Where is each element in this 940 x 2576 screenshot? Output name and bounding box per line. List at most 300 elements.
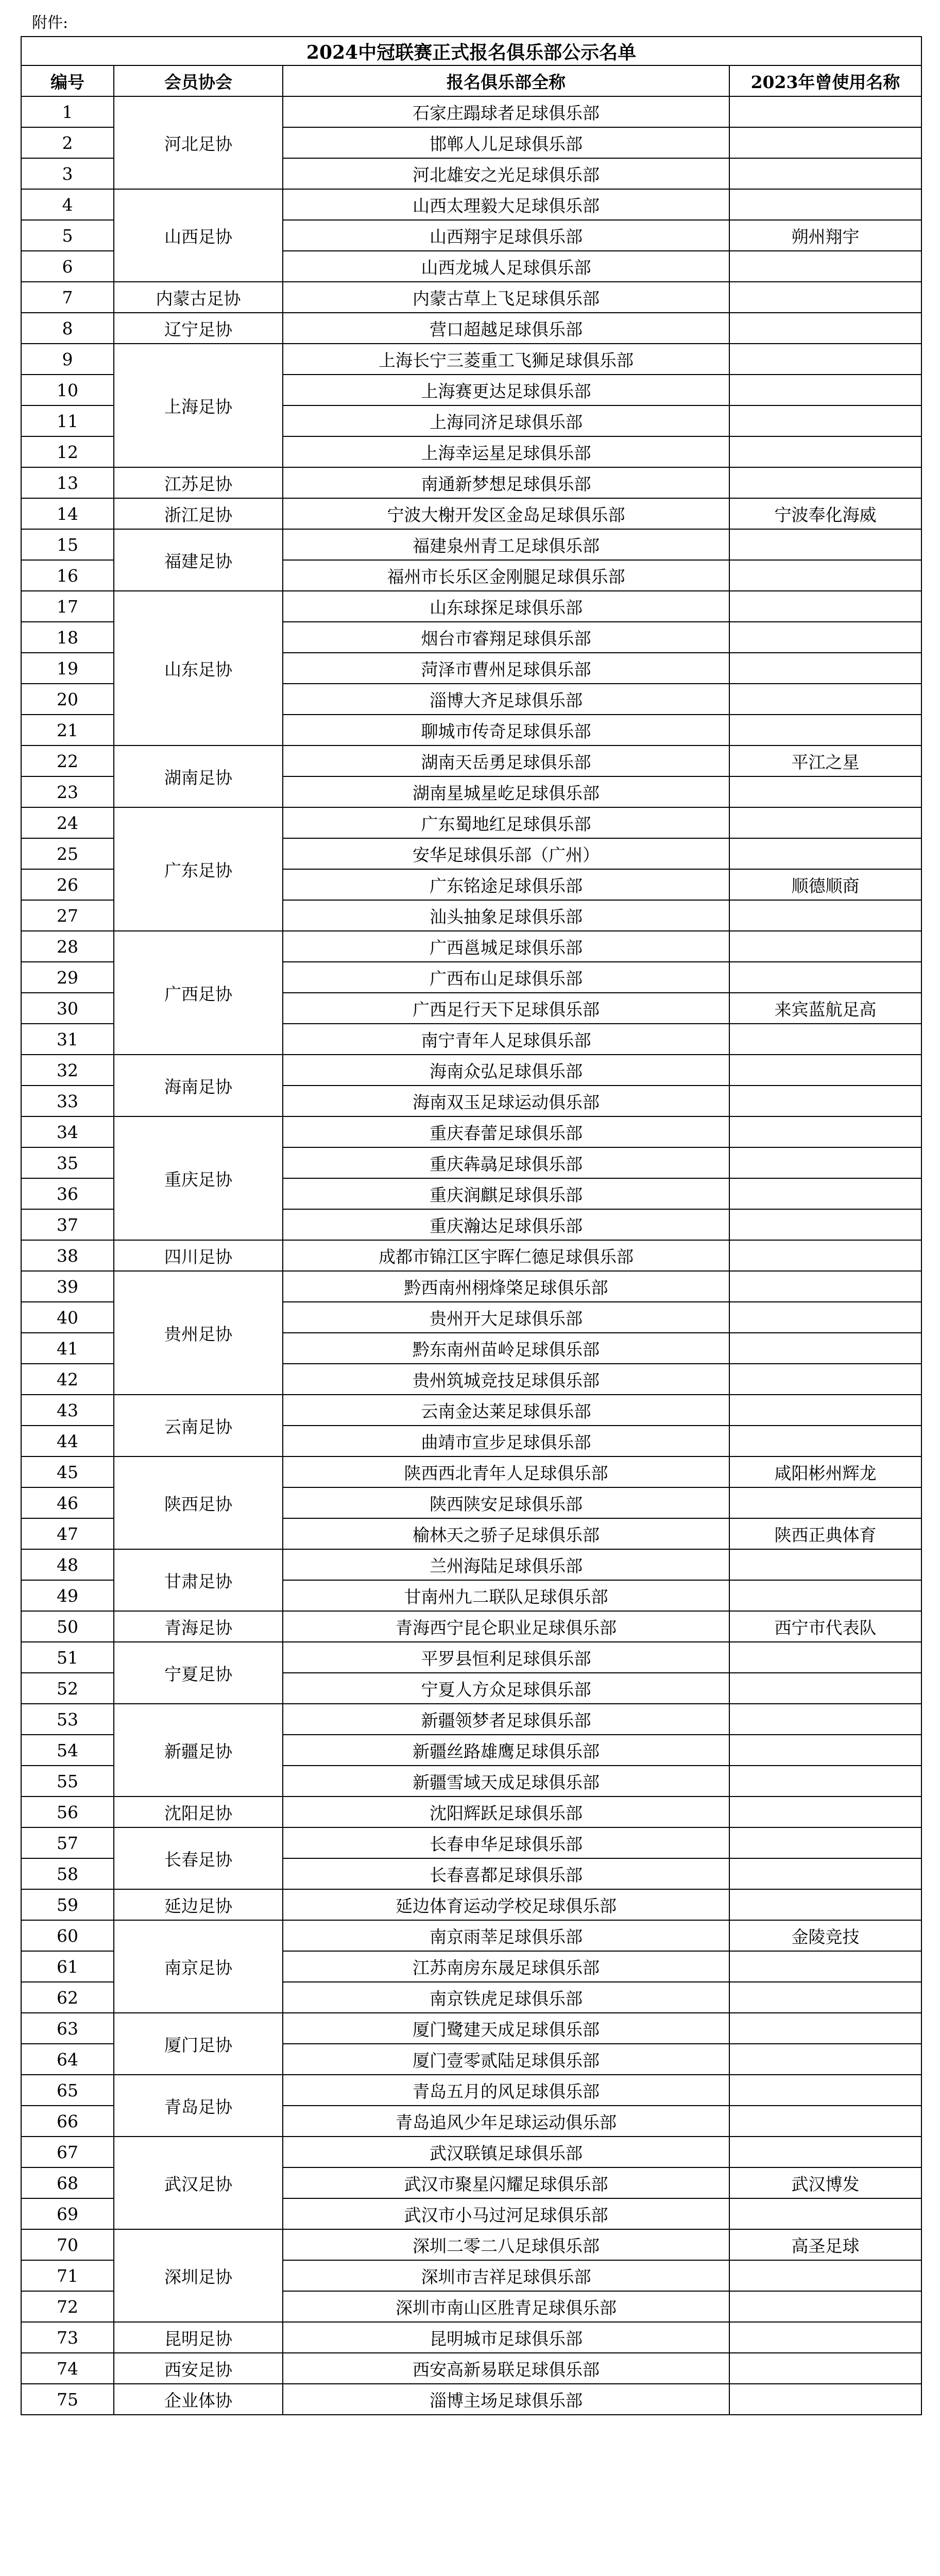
cell-prev-name [729,807,921,838]
cell-number: 25 [21,838,114,869]
cell-club-name: 重庆春蕾足球俱乐部 [283,1116,729,1147]
cell-number: 66 [21,2106,114,2137]
cell-association: 广西足协 [114,931,283,1055]
cell-club-name: 上海幸运星足球俱乐部 [283,436,729,467]
cell-prev-name [729,1426,921,1456]
annex-label: 附件: [32,14,69,32]
cell-club-name: 深圳二零二八足球俱乐部 [283,2229,729,2260]
cell-prev-name [729,838,921,869]
cell-number: 64 [21,2044,114,2075]
cell-association: 青海足协 [114,1611,283,1642]
table-row [21,1642,921,1673]
table-row [21,1704,921,1735]
cell-prev-name [729,1147,921,1178]
header-no: 编号 [21,65,114,96]
cell-prev-name [729,1209,921,1240]
table-body [21,96,921,2415]
cell-number: 46 [21,1487,114,1518]
cell-club-name: 上海同济足球俱乐部 [283,405,729,436]
cell-club-name: 聊城市传奇足球俱乐部 [283,715,729,745]
cell-club-name: 菏泽市曹州足球俱乐部 [283,653,729,684]
cell-club-name: 营口超越足球俱乐部 [283,313,729,344]
cell-prev-name [729,1735,921,1766]
cell-club-name: 广西足行天下足球俱乐部 [283,993,729,1024]
cell-club-name: 青岛追风少年足球运动俱乐部 [283,2106,729,2137]
cell-prev-name [729,1673,921,1704]
cell-club-name: 江苏南房东晟足球俱乐部 [283,1951,729,1982]
cell-prev-name: 平江之星 [729,745,921,776]
cell-club-name: 宁波大榭开发区金岛足球俱乐部 [283,498,729,529]
cell-club-name: 上海赛更达足球俱乐部 [283,375,729,405]
cell-number: 6 [21,251,114,282]
cell-prev-name [729,2013,921,2044]
cell-prev-name: 咸阳彬州辉龙 [729,1456,921,1487]
cell-number: 63 [21,2013,114,2044]
table-row [21,189,921,220]
cell-prev-name [729,1178,921,1209]
cell-number: 75 [21,2384,114,2415]
cell-prev-name [729,1116,921,1147]
cell-number: 8 [21,313,114,344]
cell-prev-name [729,2198,921,2229]
cell-club-name: 海南双玉足球运动俱乐部 [283,1086,729,1116]
cell-prev-name [729,189,921,220]
cell-number: 11 [21,405,114,436]
cell-number: 12 [21,436,114,467]
cell-number: 60 [21,1920,114,1951]
cell-prev-name [729,405,921,436]
cell-prev-name [729,158,921,189]
table-title: 2024中冠联赛正式报名俱乐部公示名单 [21,37,921,65]
cell-number: 4 [21,189,114,220]
table-row [21,1797,921,1827]
cell-prev-name [729,2075,921,2106]
table-row [21,2229,921,2260]
table-row [21,1456,921,1487]
cell-number: 1 [21,96,114,127]
cell-prev-name [729,375,921,405]
cell-club-name: 南通新梦想足球俱乐部 [283,467,729,498]
cell-number: 56 [21,1797,114,1827]
cell-club-name: 厦门壹零贰陆足球俱乐部 [283,2044,729,2075]
cell-number: 44 [21,1426,114,1456]
cell-club-name: 海南众弘足球俱乐部 [283,1055,729,1086]
cell-number: 31 [21,1024,114,1055]
table-row [21,1889,921,1920]
cell-club-name: 曲靖市宣步足球俱乐部 [283,1426,729,1456]
cell-association: 云南足协 [114,1395,283,1456]
cell-prev-name [729,282,921,313]
cell-prev-name [729,1240,921,1271]
cell-prev-name [729,2322,921,2353]
header-club: 报名俱乐部全称 [283,65,729,96]
cell-club-name: 广东铭途足球俱乐部 [283,869,729,900]
cell-number: 72 [21,2291,114,2322]
cell-prev-name [729,1642,921,1673]
cell-number: 52 [21,1673,114,1704]
cell-number: 32 [21,1055,114,1086]
cell-number: 5 [21,220,114,251]
cell-club-name: 陕西西北青年人足球俱乐部 [283,1456,729,1487]
cell-prev-name [729,2291,921,2322]
cell-prev-name: 武汉博发 [729,2167,921,2198]
cell-prev-name: 朔州翔宇 [729,220,921,251]
cell-prev-name: 金陵竞技 [729,1920,921,1951]
table-row [21,2013,921,2044]
cell-number: 24 [21,807,114,838]
cell-club-name: 青海西宁昆仑职业足球俱乐部 [283,1611,729,1642]
table-row [21,1920,921,1951]
cell-association: 湖南足协 [114,745,283,807]
table-row [21,1116,921,1147]
cell-club-name: 烟台市睿翔足球俱乐部 [283,622,729,653]
cell-prev-name [729,1302,921,1333]
cell-club-name: 延边体育运动学校足球俱乐部 [283,1889,729,1920]
cell-club-name: 兰州海陆足球俱乐部 [283,1549,729,1580]
cell-prev-name [729,591,921,622]
cell-prev-name [729,344,921,375]
cell-prev-name [729,715,921,745]
cell-number: 58 [21,1858,114,1889]
cell-number: 15 [21,529,114,560]
cell-number: 26 [21,869,114,900]
club-registration-table [21,36,922,2415]
cell-prev-name [729,560,921,591]
table-row [21,1611,921,1642]
cell-number: 61 [21,1951,114,1982]
table-row [21,931,921,962]
cell-association: 福建足协 [114,529,283,591]
cell-prev-name [729,1364,921,1395]
cell-association: 山东足协 [114,591,283,745]
cell-club-name: 山西龙城人足球俱乐部 [283,251,729,282]
table-row [21,344,921,375]
cell-prev-name [729,1889,921,1920]
cell-association: 重庆足协 [114,1116,283,1240]
cell-club-name: 昆明城市足球俱乐部 [283,2322,729,2353]
cell-number: 48 [21,1549,114,1580]
cell-club-name: 甘南州九二联队足球俱乐部 [283,1580,729,1611]
cell-association: 辽宁足协 [114,313,283,344]
cell-club-name: 南宁青年人足球俱乐部 [283,1024,729,1055]
cell-prev-name [729,1982,921,2013]
cell-association: 江苏足协 [114,467,283,498]
table-row [21,282,921,313]
table-row [21,2322,921,2353]
cell-number: 71 [21,2260,114,2291]
cell-club-name: 淄博主场足球俱乐部 [283,2384,729,2415]
table-row [21,2353,921,2384]
cell-prev-name [729,1951,921,1982]
cell-number: 74 [21,2353,114,2384]
cell-number: 19 [21,653,114,684]
cell-prev-name [729,622,921,653]
cell-prev-name [729,684,921,715]
cell-number: 28 [21,931,114,962]
table-row [21,1827,921,1858]
cell-prev-name: 西宁市代表队 [729,1611,921,1642]
cell-prev-name [729,1549,921,1580]
cell-association: 海南足协 [114,1055,283,1116]
cell-association: 武汉足协 [114,2137,283,2229]
cell-number: 50 [21,1611,114,1642]
cell-number: 69 [21,2198,114,2229]
cell-number: 17 [21,591,114,622]
cell-prev-name [729,1333,921,1364]
cell-club-name: 山东球探足球俱乐部 [283,591,729,622]
cell-club-name: 福州市长乐区金刚腿足球俱乐部 [283,560,729,591]
cell-club-name: 沈阳辉跃足球俱乐部 [283,1797,729,1827]
cell-number: 30 [21,993,114,1024]
cell-association: 新疆足协 [114,1704,283,1797]
cell-club-name: 宁夏人方众足球俱乐部 [283,1673,729,1704]
cell-prev-name [729,1704,921,1735]
cell-number: 41 [21,1333,114,1364]
cell-number: 14 [21,498,114,529]
cell-number: 22 [21,745,114,776]
cell-prev-name [729,962,921,993]
cell-association: 河北足协 [114,96,283,189]
table-row [21,529,921,560]
header-association: 会员协会 [114,65,283,96]
cell-association: 浙江足协 [114,498,283,529]
table-row [21,1240,921,1271]
cell-association: 上海足协 [114,344,283,467]
cell-prev-name [729,1487,921,1518]
cell-number: 38 [21,1240,114,1271]
cell-number: 23 [21,776,114,807]
cell-prev-name [729,1766,921,1797]
cell-number: 47 [21,1518,114,1549]
cell-prev-name [729,2260,921,2291]
table-row [21,2384,921,2415]
cell-association: 深圳足协 [114,2229,283,2322]
cell-number: 49 [21,1580,114,1611]
cell-number: 53 [21,1704,114,1735]
cell-club-name: 山西太理毅大足球俱乐部 [283,189,729,220]
table-row [21,96,921,127]
cell-association: 沈阳足协 [114,1797,283,1827]
cell-club-name: 南京铁虎足球俱乐部 [283,1982,729,2013]
header-prev-name: 2023年曾使用名称 [729,65,921,96]
cell-association: 贵州足协 [114,1271,283,1395]
cell-association: 广东足协 [114,807,283,931]
cell-prev-name [729,1580,921,1611]
cell-number: 21 [21,715,114,745]
cell-number: 29 [21,962,114,993]
cell-prev-name [729,251,921,282]
cell-prev-name [729,529,921,560]
cell-association: 内蒙古足协 [114,282,283,313]
cell-prev-name [729,1797,921,1827]
cell-club-name: 武汉市小马过河足球俱乐部 [283,2198,729,2229]
cell-number: 54 [21,1735,114,1766]
cell-club-name: 深圳市南山区胜青足球俱乐部 [283,2291,729,2322]
cell-number: 34 [21,1116,114,1147]
cell-association: 企业体协 [114,2384,283,2415]
cell-club-name: 广东蜀地红足球俱乐部 [283,807,729,838]
cell-prev-name [729,776,921,807]
cell-club-name: 上海长宁三菱重工飞狮足球俱乐部 [283,344,729,375]
cell-number: 45 [21,1456,114,1487]
cell-prev-name [729,1858,921,1889]
cell-club-name: 武汉联镇足球俱乐部 [283,2137,729,2167]
cell-club-name: 新疆领梦者足球俱乐部 [283,1704,729,1735]
cell-prev-name [729,1271,921,1302]
table-row [21,1395,921,1426]
cell-number: 40 [21,1302,114,1333]
cell-association: 南京足协 [114,1920,283,2013]
cell-association: 宁夏足协 [114,1642,283,1704]
table-row [21,1271,921,1302]
cell-club-name: 邯郸人儿足球俱乐部 [283,127,729,158]
cell-number: 51 [21,1642,114,1673]
table-row [21,467,921,498]
cell-club-name: 河北雄安之光足球俱乐部 [283,158,729,189]
table-title-row [21,37,921,65]
cell-number: 42 [21,1364,114,1395]
cell-prev-name [729,96,921,127]
cell-prev-name: 顺德顺商 [729,869,921,900]
cell-club-name: 新疆丝路雄鹰足球俱乐部 [283,1735,729,1766]
table-row [21,1055,921,1086]
cell-club-name: 长春申华足球俱乐部 [283,1827,729,1858]
cell-club-name: 内蒙古草上飞足球俱乐部 [283,282,729,313]
cell-association: 昆明足协 [114,2322,283,2353]
cell-number: 55 [21,1766,114,1797]
cell-club-name: 湖南天岳勇足球俱乐部 [283,745,729,776]
cell-association: 长春足协 [114,1827,283,1889]
cell-club-name: 成都市锦江区宇晖仁德足球俱乐部 [283,1240,729,1271]
cell-number: 39 [21,1271,114,1302]
cell-number: 36 [21,1178,114,1209]
cell-association: 厦门足协 [114,2013,283,2075]
cell-prev-name [729,1086,921,1116]
cell-number: 3 [21,158,114,189]
cell-prev-name [729,1827,921,1858]
cell-number: 9 [21,344,114,375]
cell-club-name: 西安高新易联足球俱乐部 [283,2353,729,2384]
cell-club-name: 广西布山足球俱乐部 [283,962,729,993]
cell-club-name: 山西翔宇足球俱乐部 [283,220,729,251]
cell-prev-name [729,2353,921,2384]
cell-number: 16 [21,560,114,591]
cell-club-name: 重庆犇骉足球俱乐部 [283,1147,729,1178]
cell-club-name: 广西邕城足球俱乐部 [283,931,729,962]
cell-number: 59 [21,1889,114,1920]
cell-number: 43 [21,1395,114,1426]
cell-association: 山西足协 [114,189,283,282]
cell-number: 35 [21,1147,114,1178]
table-row [21,807,921,838]
cell-club-name: 福建泉州青工足球俱乐部 [283,529,729,560]
cell-prev-name [729,653,921,684]
cell-number: 57 [21,1827,114,1858]
cell-association: 西安足协 [114,2353,283,2384]
cell-prev-name [729,2044,921,2075]
cell-club-name: 黔西南州栩烽棨足球俱乐部 [283,1271,729,1302]
cell-association: 四川足协 [114,1240,283,1271]
cell-number: 62 [21,1982,114,2013]
cell-prev-name [729,1395,921,1426]
cell-number: 65 [21,2075,114,2106]
table-row [21,498,921,529]
cell-prev-name: 宁波奉化海威 [729,498,921,529]
cell-prev-name [729,436,921,467]
cell-prev-name: 高圣足球 [729,2229,921,2260]
cell-prev-name [729,1024,921,1055]
cell-number: 10 [21,375,114,405]
cell-number: 18 [21,622,114,653]
cell-association: 青岛足协 [114,2075,283,2137]
cell-association: 延边足协 [114,1889,283,1920]
cell-club-name: 武汉市聚星闪耀足球俱乐部 [283,2167,729,2198]
cell-number: 70 [21,2229,114,2260]
table-row [21,591,921,622]
cell-prev-name [729,313,921,344]
cell-number: 67 [21,2137,114,2167]
cell-prev-name [729,127,921,158]
cell-prev-name: 来宾蓝航足高 [729,993,921,1024]
cell-association: 陕西足协 [114,1456,283,1549]
cell-club-name: 淄博大齐足球俱乐部 [283,684,729,715]
cell-association: 甘肃足协 [114,1549,283,1611]
table-row [21,1549,921,1580]
cell-club-name: 云南金达莱足球俱乐部 [283,1395,729,1426]
cell-number: 73 [21,2322,114,2353]
cell-number: 68 [21,2167,114,2198]
cell-club-name: 安华足球俱乐部（广州） [283,838,729,869]
cell-club-name: 贵州开大足球俱乐部 [283,1302,729,1333]
table-row [21,313,921,344]
cell-club-name: 青岛五月的风足球俱乐部 [283,2075,729,2106]
cell-club-name: 深圳市吉祥足球俱乐部 [283,2260,729,2291]
cell-club-name: 汕头抽象足球俱乐部 [283,900,729,931]
cell-prev-name [729,900,921,931]
cell-prev-name [729,2106,921,2137]
cell-prev-name [729,1055,921,1086]
cell-club-name: 榆林天之骄子足球俱乐部 [283,1518,729,1549]
cell-club-name: 黔东南州苗岭足球俱乐部 [283,1333,729,1364]
cell-prev-name [729,931,921,962]
cell-club-name: 湖南星城星屹足球俱乐部 [283,776,729,807]
table-row [21,745,921,776]
cell-club-name: 新疆雪域天成足球俱乐部 [283,1766,729,1797]
cell-number: 2 [21,127,114,158]
cell-club-name: 石家庄蹋球者足球俱乐部 [283,96,729,127]
cell-club-name: 重庆润麒足球俱乐部 [283,1178,729,1209]
table-row [21,2075,921,2106]
table-row [21,2137,921,2167]
cell-club-name: 南京雨莘足球俱乐部 [283,1920,729,1951]
cell-number: 13 [21,467,114,498]
cell-number: 20 [21,684,114,715]
cell-club-name: 厦门鹭建天成足球俱乐部 [283,2013,729,2044]
cell-number: 7 [21,282,114,313]
cell-prev-name [729,2384,921,2415]
header-row [21,65,921,96]
cell-club-name: 陕西陕安足球俱乐部 [283,1487,729,1518]
cell-number: 33 [21,1086,114,1116]
cell-club-name: 平罗县恒利足球俱乐部 [283,1642,729,1673]
cell-club-name: 长春喜都足球俱乐部 [283,1858,729,1889]
cell-number: 37 [21,1209,114,1240]
cell-prev-name [729,467,921,498]
cell-prev-name: 陕西正典体育 [729,1518,921,1549]
cell-club-name: 重庆瀚达足球俱乐部 [283,1209,729,1240]
cell-number: 27 [21,900,114,931]
cell-club-name: 贵州筑城竞技足球俱乐部 [283,1364,729,1395]
